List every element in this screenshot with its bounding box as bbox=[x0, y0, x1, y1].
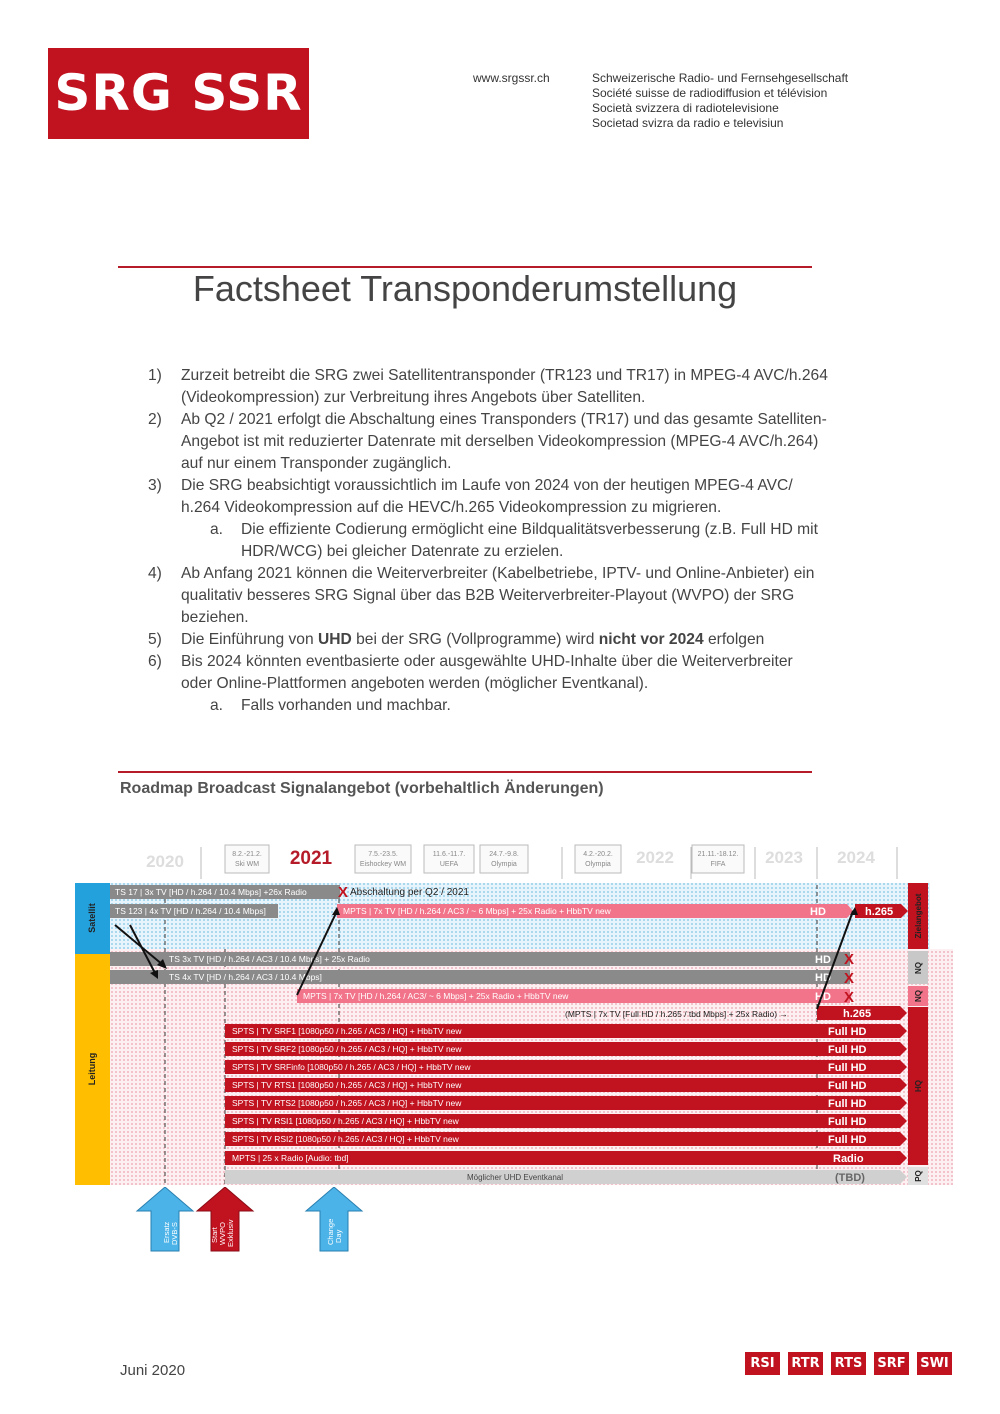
spts-bar-label: SPTS | TV SRF1 [1080p50 / h.265 / AC3 / HQ] + HbbTV new bbox=[232, 1026, 462, 1036]
year-header bbox=[146, 845, 897, 879]
spts-bar-label: SPTS | TV RTS2 [1080p50 / h.265 / AC3 / HQ] + HbbTV new bbox=[232, 1098, 462, 1108]
item-number: 1) bbox=[148, 367, 162, 384]
event-date: 21.11.-18.12. bbox=[697, 851, 739, 858]
spts-bar-label: SPTS | TV RTS1 [1080p50 / h.265 / AC3 / HQ] + HbbTV new bbox=[232, 1080, 462, 1090]
srg-ssr-logo: SRG SSR bbox=[48, 48, 309, 139]
spts-bar-label: SPTS | TV RSI2 [1080p50 / h.265 / AC3 / HQ] + HbbTV new bbox=[232, 1134, 459, 1144]
event-date: 4.2.-20.2. bbox=[583, 851, 613, 858]
cable-h265-label: h.265 bbox=[843, 1008, 872, 1020]
close-x-icon: X bbox=[844, 970, 855, 987]
org-name-rm: Societad svizra da radio e televisiun bbox=[592, 116, 784, 130]
event-box bbox=[225, 845, 269, 873]
event-box bbox=[692, 845, 744, 873]
item-number: 2) bbox=[148, 411, 162, 428]
spts-quality: Full HD bbox=[828, 1116, 867, 1128]
fact-item-3 bbox=[148, 475, 828, 519]
spts-quality: Full HD bbox=[828, 1098, 867, 1110]
swi-logo: SWI bbox=[917, 1352, 952, 1375]
item-text-bold-year: nicht vor 2024 bbox=[598, 631, 704, 648]
event-name: Eishockey WM bbox=[359, 861, 407, 868]
year-label: 2024 bbox=[837, 848, 875, 867]
fact-list bbox=[148, 365, 828, 717]
arrow-label: Start bbox=[210, 1227, 219, 1243]
sat-bar-mpts-label: MPTS | 7x TV [HD / h.264 / AC3 / ~ 6 Mbps] + 25x Radio + HbbTV new bbox=[343, 906, 611, 916]
item-text: Ab Anfang 2021 können die Weiterverbreiter (Kabelbetriebe, IPTV- und Online-Anbieter) ein qualitativ besseres SRG Signal über das B2B Weiterverbreiter-Playout (WVPO) der SRG beziehen. bbox=[181, 565, 815, 626]
nq-label: NQ bbox=[914, 962, 923, 974]
spts-bar-label: SPTS | TV SRFinfo [1080p50 / h.265 / AC3 / HQ] + HbbTV new bbox=[232, 1062, 471, 1072]
event-box bbox=[480, 845, 528, 873]
event-date: 11.6.-11.7. bbox=[432, 851, 466, 858]
mpts-future-label: (MPTS | 7x TV [Full HD / h.265 / tbd Mbps] + 25x Radio) → bbox=[565, 1009, 788, 1019]
item-number: a. bbox=[210, 521, 224, 538]
fact-item-4 bbox=[148, 563, 828, 629]
business-unit-logos bbox=[745, 1352, 952, 1375]
radio-quality: Radio bbox=[833, 1153, 864, 1165]
fact-subitem-3a bbox=[148, 519, 828, 563]
close-x-icon: X bbox=[338, 884, 349, 901]
pq-label: PQ bbox=[914, 1170, 923, 1182]
item-number: a. bbox=[210, 697, 224, 714]
rsi-logo: RSI bbox=[745, 1352, 780, 1375]
rtr-logo: RTR bbox=[788, 1352, 823, 1375]
milestone-arrow-ersatz bbox=[135, 1187, 195, 1258]
event-date: 24.7.-9.8. bbox=[489, 851, 519, 858]
arrow-label: Ersatz bbox=[162, 1221, 171, 1243]
page-title: Factsheet Transponderumstellung bbox=[192, 268, 738, 309]
radio-bar-label: MPTS | 25 x Radio [Audio: tbd] bbox=[232, 1153, 349, 1163]
org-name-fr: Société suisse de radiodiffusion et télévision bbox=[592, 86, 828, 100]
uhd-event-bar bbox=[225, 1170, 907, 1184]
spts-quality: Full HD bbox=[828, 1062, 867, 1074]
arrow-label: DVB-S bbox=[170, 1222, 179, 1245]
milestone-arrow-wvpo bbox=[195, 1187, 255, 1258]
cable-bar-mpts-label: MPTS | 7x TV [HD / h.264 / AC3/ ~ 6 Mbps] + 25x Radio + HbbTV new bbox=[303, 991, 569, 1001]
sat-hd-label: HD bbox=[810, 906, 826, 918]
year-label: 2022 bbox=[636, 848, 674, 867]
abschaltung-label: Abschaltung per Q2 / 2021 bbox=[350, 887, 469, 898]
item-text-post: erfolgen bbox=[703, 631, 765, 648]
item-text: Falls vorhanden und machbar. bbox=[241, 697, 451, 714]
website-url[interactable]: www.srgssr.ch bbox=[473, 71, 550, 85]
item-text: Ab Q2 / 2021 erfolgt die Abschaltung eines Transponders (TR17) und das gesamte Satelliten-Angebot ist mit reduzierter Datenrate mit derselben Videokompression (MPEG-4 AVC/h.264) auf nur einem Transponder zugänglich. bbox=[181, 411, 827, 472]
org-name-it: Società svizzera di radiotelevisione bbox=[592, 101, 779, 115]
arrow-label: WVPO bbox=[218, 1222, 227, 1245]
spts-quality: Full HD bbox=[828, 1044, 867, 1056]
spts-bar-label: SPTS | TV RSI1 [1080p50 / h.265 / AC3 / HQ] + HbbTV new bbox=[232, 1116, 459, 1126]
org-name-de: Schweizerische Radio- und Fernsehgesellschaft bbox=[592, 71, 849, 85]
event-name: Olympia bbox=[491, 861, 517, 868]
cable-bar-ts4-label: TS 4x TV [HD / h.264 / AC3 / 10.4 Mbps] bbox=[169, 972, 322, 982]
cable-hd-label: HD bbox=[815, 972, 831, 984]
event-name: Ski WM bbox=[234, 861, 260, 868]
item-text: Die effiziente Codierung ermöglicht eine Bildqualitätsverbesserung (z.B. Full HD mit HDR/WCG) bei gleicher Datenrate zu erzielen. bbox=[241, 521, 818, 560]
fact-item-6 bbox=[148, 651, 828, 695]
item-text: Bis 2024 könnten eventbasierte oder ausgewählte UHD-Inhalte über die Weiterverbreiter oder Online-Plattformen angeboten werden (möglicher Eventkanal). bbox=[181, 653, 793, 692]
cable-hd-label: HD bbox=[815, 954, 831, 966]
nq-label: NQ bbox=[914, 990, 923, 1002]
item-text-bold-uhd: UHD bbox=[317, 631, 352, 648]
fact-subitem-6a bbox=[148, 695, 828, 717]
event-name: FIFA bbox=[710, 861, 726, 868]
arrow-label: Exklusiv bbox=[226, 1219, 235, 1247]
rts-logo: RTS bbox=[831, 1352, 866, 1375]
milestone-arrow-changeday bbox=[304, 1187, 364, 1258]
item-number: 4) bbox=[148, 565, 162, 582]
fact-item-1 bbox=[148, 365, 828, 409]
spts-quality: Full HD bbox=[828, 1080, 867, 1092]
year-label: 2023 bbox=[765, 848, 803, 867]
roadmap-title: Roadmap Broadcast Signalangebot (vorbehaltlich Änderungen) bbox=[120, 780, 604, 797]
event-date: 8.2.-21.2. bbox=[232, 851, 262, 858]
organization-names bbox=[592, 71, 848, 131]
item-text-pre: Die Einführung von bbox=[181, 631, 318, 648]
event-box bbox=[355, 845, 411, 873]
item-number: 6) bbox=[148, 653, 162, 670]
zielangebot-label: Zielangebot bbox=[914, 893, 923, 939]
arrow-label: Day bbox=[334, 1229, 343, 1243]
sat-bar-ts123-label: TS 123 | 4x TV [HD / h.264 / 10.4 Mbps] bbox=[115, 906, 266, 916]
srf-logo: SRF bbox=[874, 1352, 909, 1375]
item-text: Die SRG beabsichtigt voraussichtlich im Laufe von 2024 von der heutigen MPEG-4 AVC/ h.264 Videokompression auf die HEVC/h.265 Videokompression zu migrieren. bbox=[181, 477, 793, 516]
event-name: UEFA bbox=[439, 861, 459, 868]
leitung-label: Leitung bbox=[87, 1052, 97, 1086]
event-box bbox=[424, 845, 474, 873]
item-text-mid: bei der SRG (Vollprogramme) wird bbox=[351, 631, 599, 648]
spts-bar-label: SPTS | TV SRF2 [1080p50 / h.265 / AC3 / HQ] + HbbTV new bbox=[232, 1044, 462, 1054]
sat-bar-ts17-label: TS 17 | 3x TV [HD / h.264 / 10.4 Mbps] +26x Radio bbox=[115, 887, 307, 897]
roadmap-rule bbox=[118, 771, 812, 773]
uhd-event-label: Möglicher UHD Eventkanal bbox=[466, 1173, 564, 1182]
spts-quality: Full HD bbox=[828, 1134, 867, 1146]
spts-quality: Full HD bbox=[828, 1026, 867, 1038]
roadmap-diagram bbox=[75, 843, 953, 1193]
hq-label: HQ bbox=[914, 1080, 923, 1092]
cable-bar-ts3-label: TS 3x TV [HD / h.264 / AC3 / 10.4 Mbps] + 25x Radio bbox=[169, 954, 370, 964]
item-number: 5) bbox=[148, 631, 162, 648]
year-label: 2020 bbox=[146, 852, 184, 871]
uhd-tbd-label: (TBD) bbox=[835, 1172, 865, 1184]
fact-item-5 bbox=[148, 629, 828, 651]
cable-hd-label: HD bbox=[815, 991, 831, 1003]
event-box bbox=[575, 845, 621, 873]
item-number: 3) bbox=[148, 477, 162, 494]
item-text: Zurzeit betreibt die SRG zwei Satellitentransponder (TR123 und TR17) in MPEG-4 AVC/h.264 (Videokompression) zur Verbreitung ihres Angebots über Satelliten. bbox=[181, 367, 828, 406]
close-x-icon: X bbox=[844, 951, 855, 968]
year-label: 2021 bbox=[289, 848, 333, 869]
event-name: Olympia bbox=[585, 861, 611, 868]
arrow-label: Playout bbox=[178, 1221, 187, 1247]
satellit-label: Satellit bbox=[87, 903, 97, 933]
document-date: Juni 2020 bbox=[120, 1362, 186, 1379]
event-date: 7.5.-23.5. bbox=[368, 851, 398, 858]
sat-h265-label: h.265 bbox=[865, 906, 894, 918]
fact-item-2 bbox=[148, 409, 828, 475]
close-x-icon: X bbox=[844, 989, 855, 1006]
arrow-label: Change bbox=[326, 1218, 335, 1245]
